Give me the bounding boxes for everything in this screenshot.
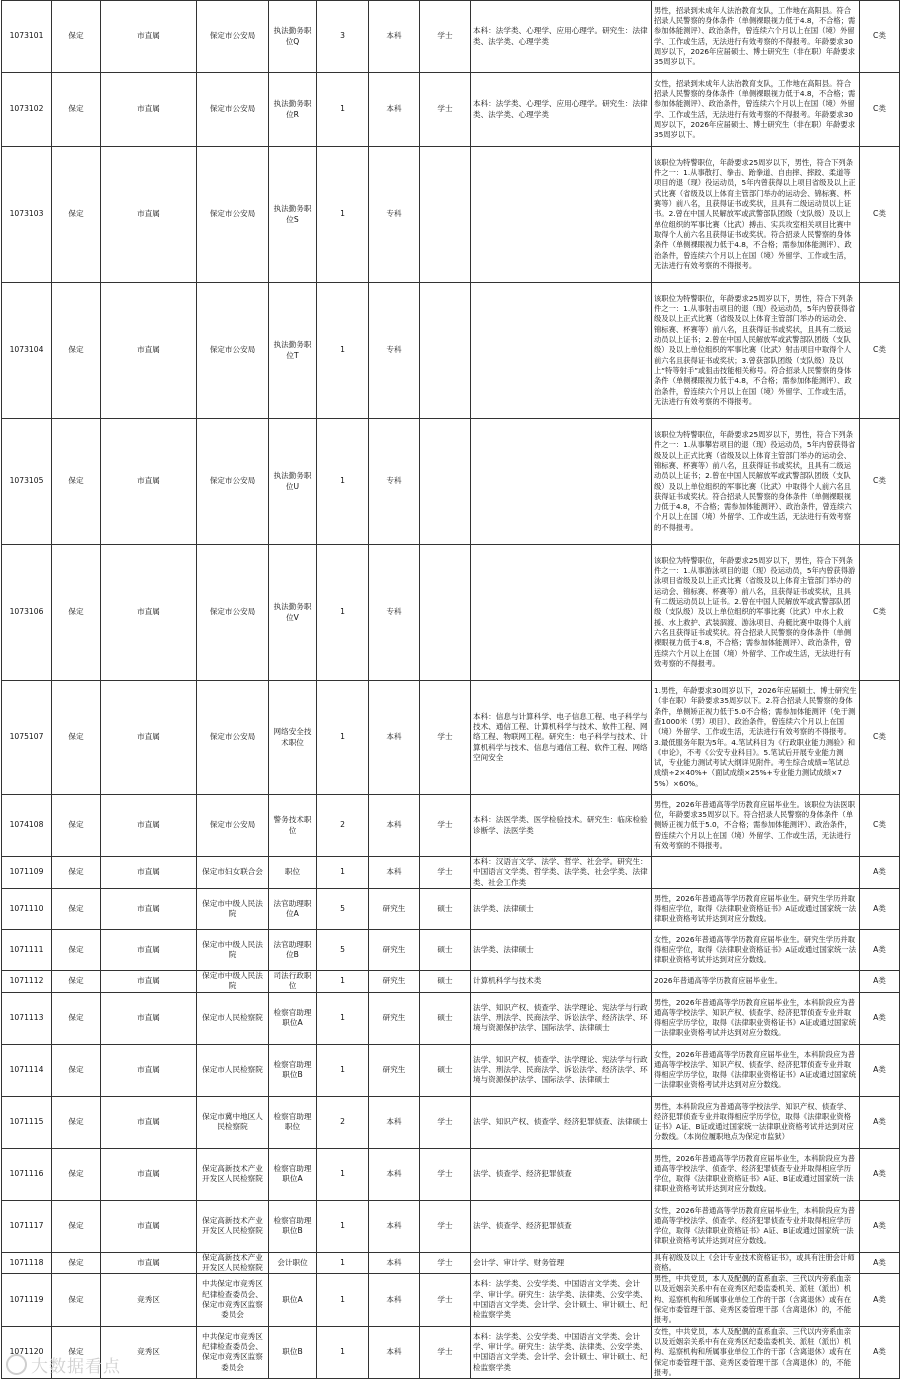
cell-degree: 硕士 xyxy=(420,930,471,971)
table-row xyxy=(2,857,900,889)
cell-department: 保定市中级人民法院 xyxy=(197,930,269,971)
cell-major xyxy=(471,419,652,545)
cell-category: A类 xyxy=(860,971,900,993)
cell-position: 检察官助理职位B xyxy=(269,1200,317,1252)
cell-city: 保定 xyxy=(52,930,101,971)
cell-city: 保定 xyxy=(52,545,101,681)
cell-count: 1 xyxy=(317,147,369,283)
table-row xyxy=(2,1200,900,1252)
cell-education: 研究生 xyxy=(369,1044,420,1096)
cell-education: 本科 xyxy=(369,1096,420,1148)
cell-city: 保定 xyxy=(52,147,101,283)
cell-department: 中共保定市竞秀区纪律检查委员会、保定市竞秀区监察委员会 xyxy=(197,1326,269,1378)
cell-note: 男性，2026年普通高等学历教育应届毕业生。研究生学历并取得相应学位，取得《法律职业资格证书》A证或通过国家统一法律职业资格考试并达到对应分数线。 xyxy=(652,889,860,930)
cell-degree xyxy=(420,419,471,545)
cell-degree: 学士 xyxy=(420,1096,471,1148)
job-listing-table xyxy=(1,0,900,1379)
cell-note: 男性，本科阶段应为普通高等学校法学、知识产权、侦查学、经济犯罪侦查专业并取得相应学历学位，取得《法律职业资格证书》A证、B证或通过国家统一法律职业资格考试并达到对应分数线。（本岗位履职地点为保定市监狱） xyxy=(652,1096,860,1148)
cell-city: 保定 xyxy=(52,73,101,147)
cell-note: 男性，招录到未成年人法治教育支队，工作地在高阳县。符合招录人民警察的身体条件（单侧裸眼视力低于4.8，不合格；需参加体能测评）、政治条件，曾连续六个月以上在国（境）外留学、工作或生活，无法进行有效考察的不得报考。年龄要求30周岁以下，2026年应届硕士、博士研究生（非在职）年龄要求35周岁以下。 xyxy=(652,1,860,73)
cell-category: C类 xyxy=(860,1,900,73)
cell-degree: 学士 xyxy=(420,1,471,73)
cell-note: 女性，招录到未成年人法治教育支队，工作地在高阳县。符合招录人民警察的身体条件（单侧裸眼视力低于4.8，不合格；需参加体能测评）、政治条件，曾连续六个月以上在国（境）外留学、工作或生活，无法进行有效考察的不得报考。年龄要求30周岁以下，2026年应届硕士、博士研究生（非在职）年龄要求35周岁以下。 xyxy=(652,73,860,147)
cell-category: C类 xyxy=(860,419,900,545)
cell-major: 本科：法学类、心理学、应用心理学。研究生：法律类、法学类、心理学类 xyxy=(471,1,652,73)
cell-department: 保定市人民检察院 xyxy=(197,992,269,1044)
cell-education: 研究生 xyxy=(369,889,420,930)
cell-code: 1071117 xyxy=(2,1200,52,1252)
cell-position: 执法勤务职位R xyxy=(269,73,317,147)
cell-category: A类 xyxy=(860,992,900,1044)
cell-position: 职位B xyxy=(269,1326,317,1378)
cell-code: 1071110 xyxy=(2,889,52,930)
cell-level: 市直属 xyxy=(101,992,197,1044)
cell-degree: 学士 xyxy=(420,795,471,857)
cell-note: 1.男性，年龄要求30周岁以下，2026年应届硕士、博士研究生（非在职）年龄要求35周岁以下。2.符合招录人民警察的身体条件，单侧矫正视力低于5.0不合格；需参加体能测评（免于测查1000米（男）项目）、政治条件，曾连续六个月以上在国（境）外留学、工作或生活，无法进行有效考察的不得报考。3.最低服务年限为5年。4.笔试科目为《行政职业能力测验》和《申论》，不考《公安专业科目》。5.笔试后开展专业能力测试，专业能力测试考试大纲详见附件。考生综合成绩=笔试总成绩÷2×40%+（面试成绩×25%+专业能力测试成绩×75%）×60%。 xyxy=(652,681,860,795)
cell-degree: 学士 xyxy=(420,1326,471,1378)
cell-note: 该职位为特警职位，年龄要求25周岁以下，男性，符合下列条件之一：1.从事游泳项目的退（现）役运动员，5年内曾获得游泳项目省级及以上正式比赛（省级及以上体育主管部门举办的运动会、锦标赛、杯赛等）前八名，且获得证书或奖状，且具有二级运动员以上证书。2.曾在中国人民解放军或武警部队团级（支队级）及以上单位组织的军事比赛（比武）中水上救援、水上救护、武装泅渡、游泳项目、舟艇比赛中取得个人前六名且获得证书或奖状。符合招录人民警察的身体条件（单侧裸眼视力低于4.8，不合格；需参加体能测评）、政治条件，曾连续六个月以上在国（境）外留学、工作或生活，无法进行有效考察的不得报考。 xyxy=(652,545,860,681)
cell-education: 本科 xyxy=(369,795,420,857)
cell-count: 5 xyxy=(317,930,369,971)
cell-position: 执法勤务职位V xyxy=(269,545,317,681)
table-row xyxy=(2,419,900,545)
cell-category: C类 xyxy=(860,73,900,147)
table-row xyxy=(2,73,900,147)
cell-category: C类 xyxy=(860,681,900,795)
cell-note: 男性，2026年普通高等学历教育应届毕业生，本科阶段应为普通高等学校法学、侦查学、经济犯罪侦查专业并取得相应学历学位，取得《法律职业资格证书》A证、B证或通过国家统一法律职业资格考试并达到对应分数线。 xyxy=(652,1148,860,1200)
cell-code: 1071111 xyxy=(2,930,52,971)
cell-level: 市直属 xyxy=(101,1096,197,1148)
cell-city: 保定 xyxy=(52,857,101,889)
cell-major: 法学类、法律硕士 xyxy=(471,930,652,971)
cell-education: 专科 xyxy=(369,545,420,681)
watermark-logo-icon xyxy=(6,1354,27,1375)
cell-code: 1073103 xyxy=(2,147,52,283)
cell-position: 检察官助理职位A xyxy=(269,992,317,1044)
cell-category: C类 xyxy=(860,147,900,283)
cell-department: 保定市公安局 xyxy=(197,681,269,795)
cell-category: A类 xyxy=(860,889,900,930)
cell-count: 1 xyxy=(317,545,369,681)
cell-code: 1071113 xyxy=(2,992,52,1044)
cell-major xyxy=(471,545,652,681)
cell-position: 法官助理职位A xyxy=(269,889,317,930)
table-body xyxy=(2,1,900,1379)
cell-city: 保定 xyxy=(52,419,101,545)
cell-position: 警务技术职位 xyxy=(269,795,317,857)
cell-major: 本科：法学类、公安学类、中国语言文学类、会计学、审计学。研究生：法学类、法律类、公安学类、中国语言文学类、会计学、会计硕士、审计硕士、纪检监察学类 xyxy=(471,1326,652,1378)
cell-department: 保定市人民检察院 xyxy=(197,1044,269,1096)
cell-degree: 学士 xyxy=(420,1148,471,1200)
cell-education: 本科 xyxy=(369,1326,420,1378)
cell-code: 1071120 xyxy=(2,1326,52,1378)
cell-note: 男性，2026年普通高等学历教育应届毕业生，本科阶段应为普通高等学校法学、知识产权、侦查学、经济犯罪侦查专业并取得相应学历学位，取得《法律职业资格证书》A证或通过国家统一法律职业资格考试并达到对应分数线。 xyxy=(652,992,860,1044)
cell-major xyxy=(471,147,652,283)
table-row xyxy=(2,795,900,857)
cell-city: 保定 xyxy=(52,1200,101,1252)
cell-education: 研究生 xyxy=(369,930,420,971)
cell-education: 本科 xyxy=(369,1252,420,1274)
cell-code: 1071114 xyxy=(2,1044,52,1096)
cell-count: 1 xyxy=(317,1044,369,1096)
cell-department: 保定市妇女联合会 xyxy=(197,857,269,889)
cell-major: 法学、知识产权、侦查学、法学理论、宪法学与行政法学、刑法学、民商法学、诉讼法学、经济法学、环境与资源保护法学、国际法学、法律硕士 xyxy=(471,992,652,1044)
cell-degree: 学士 xyxy=(420,1200,471,1252)
cell-count: 1 xyxy=(317,857,369,889)
cell-code: 1071119 xyxy=(2,1274,52,1326)
cell-count: 1 xyxy=(317,73,369,147)
cell-major: 本科：汉语言文学、法学、哲学、社会学。研究生：中国语言文学类、哲学类、法学类、社会学类、法律类、社会工作类 xyxy=(471,857,652,889)
cell-count: 3 xyxy=(317,1,369,73)
cell-city: 保定 xyxy=(52,283,101,419)
cell-note: 男性，中共党员，本人及配偶的直系血亲、三代以内旁系血亲以及近姻亲关系中有在竞秀区纪委监委机关、派驻（派出）机构、巡察机构和所属事业单位工作的干部（含离退休）或有在保定市委管理干部、竞秀区委管理干部（含离退休）的，不能报考。 xyxy=(652,1274,860,1326)
cell-degree: 学士 xyxy=(420,681,471,795)
cell-position: 司法行政职位 xyxy=(269,971,317,993)
cell-level: 市直属 xyxy=(101,1044,197,1096)
cell-city: 保定 xyxy=(52,681,101,795)
cell-department: 保定市公安局 xyxy=(197,419,269,545)
cell-level: 市直属 xyxy=(101,73,197,147)
cell-degree: 硕士 xyxy=(420,1044,471,1096)
cell-code: 1075107 xyxy=(2,681,52,795)
table-row xyxy=(2,1252,900,1274)
cell-education: 本科 xyxy=(369,1,420,73)
cell-count: 1 xyxy=(317,1326,369,1378)
cell-education: 专科 xyxy=(369,283,420,419)
cell-note: 女性，2026年普通高等学历教育应届毕业生。研究生学历并取得相应学位，取得《法律职业资格证书》A证或通过国家统一法律职业资格考试并达到对应分数线。 xyxy=(652,930,860,971)
cell-major: 本科：法学类、公安学类、中国语言文学类、会计学、审计学。研究生：法学类、法律类、公安学类、中国语言文学类、会计学、会计硕士、审计硕士、纪检监察学类 xyxy=(471,1274,652,1326)
cell-note xyxy=(652,857,860,889)
cell-count: 5 xyxy=(317,889,369,930)
table-row xyxy=(2,681,900,795)
watermark-text: 大数据看点 xyxy=(31,1357,121,1377)
table-row xyxy=(2,1096,900,1148)
cell-code: 1071112 xyxy=(2,971,52,993)
cell-note: 该职位为特警职位，年龄要求25周岁以下，男性，符合下列条件之一：1.从事散打、拳击、跆拳道、自由摔、摔跤、柔道等项目的退（现）役运动员，5年内曾获得以上项目省级及以上正式比赛（省级及以上体育主管部门举办的运动会、锦标赛、杯赛等）前八名，且获得证书或奖状，且具有二级运动员以上证书。2.曾在中国人民解放军或武警部队团级（支队级）及以上单位组织的军事比赛（比武）搏击、实兵攻室相关项目比赛中取得个人前六名且获得证书或奖状。符合招录人民警察的身体条件（单侧裸眼视力低于4.8，不合格；需参加体能测评）、政治条件，曾连续六个月以上在国（境）外留学、工作或生活，无法进行有效考察的不得报考。 xyxy=(652,147,860,283)
cell-major: 本科：信息与计算科学、电子信息工程、电子科学与技术、通信工程、计算机科学与技术、软件工程、网络工程、物联网工程。研究生：电子科学与技术、计算机科学与技术、信息与通信工程、软件工程、网络空间安全 xyxy=(471,681,652,795)
cell-department: 保定市公安局 xyxy=(197,1,269,73)
cell-city: 保定 xyxy=(52,1252,101,1274)
cell-level: 市直属 xyxy=(101,681,197,795)
cell-category: A类 xyxy=(860,1200,900,1252)
cell-degree: 学士 xyxy=(420,857,471,889)
cell-major: 本科：法医学类、医学检验技术。研究生：临床检验诊断学、法医学类 xyxy=(471,795,652,857)
cell-count: 1 xyxy=(317,1252,369,1274)
cell-category: A类 xyxy=(860,857,900,889)
cell-level: 市直属 xyxy=(101,1200,197,1252)
cell-category: A类 xyxy=(860,1148,900,1200)
cell-degree: 学士 xyxy=(420,73,471,147)
table-row xyxy=(2,283,900,419)
cell-city: 保定 xyxy=(52,1096,101,1148)
cell-degree: 学士 xyxy=(420,1274,471,1326)
cell-position: 职位 xyxy=(269,857,317,889)
cell-department: 中共保定市竞秀区纪律检查委员会、保定市竞秀区监察委员会 xyxy=(197,1274,269,1326)
cell-count: 1 xyxy=(317,419,369,545)
cell-category: A类 xyxy=(860,930,900,971)
cell-code: 1073106 xyxy=(2,545,52,681)
cell-level: 市直属 xyxy=(101,1252,197,1274)
cell-note: 女性，2026年普通高等学历教育应届毕业生，本科阶段应为普通高等学校法学、知识产权、侦查学、经济犯罪侦查专业并取得相应学历学位，取得《法律职业资格证书》A证或通过国家统一法律职业资格考试并达到对应分数线。 xyxy=(652,1044,860,1096)
cell-category: C类 xyxy=(860,545,900,681)
cell-major xyxy=(471,283,652,419)
cell-code: 1071118 xyxy=(2,1252,52,1274)
cell-category: A类 xyxy=(860,1274,900,1326)
cell-count: 1 xyxy=(317,681,369,795)
table-row xyxy=(2,1274,900,1326)
cell-major: 法学、知识产权、侦查学、法学理论、宪法学与行政法学、刑法学、民商法学、诉讼法学、经济法学、环境与资源保护法学、国际法学、法律硕士 xyxy=(471,1044,652,1096)
cell-degree xyxy=(420,283,471,419)
cell-level: 市直属 xyxy=(101,857,197,889)
cell-level: 市直属 xyxy=(101,545,197,681)
table-row xyxy=(2,889,900,930)
cell-education: 本科 xyxy=(369,857,420,889)
cell-city: 保定 xyxy=(52,1326,101,1378)
cell-code: 1073105 xyxy=(2,419,52,545)
cell-major: 法学类、法律硕士 xyxy=(471,889,652,930)
cell-degree: 硕士 xyxy=(420,971,471,993)
cell-level: 市直属 xyxy=(101,971,197,993)
table-row xyxy=(2,545,900,681)
cell-city: 保定 xyxy=(52,992,101,1044)
cell-department: 保定高新技术产业开发区人民检察院 xyxy=(197,1200,269,1252)
cell-position: 检察官助理职位B xyxy=(269,1044,317,1096)
cell-category: C类 xyxy=(860,795,900,857)
cell-level: 市直属 xyxy=(101,1148,197,1200)
cell-note: 该职位为特警职位，年龄要求25周岁以下，男性，符合下列条件之一：1.从事攀岩项目的退（现）役运动员，5年内曾获得省级及以上正式比赛（省级及以上体育主管部门举办的运动会、锦标赛、杯赛等）前八名，且获得证书或奖状，且具有二级运动员以上证书；2.曾在中国人民解放军或武警部队团级（支队级）及以上单位组织的军事比赛（比武）中取得个人前六名且获得证书或奖状。符合招录人民警察的身体条件（单侧裸眼视力低于4.8，不合格；需参加体能测评）、政治条件，曾连续六个月以上在国（境）外留学、工作或生活，无法进行有效考察的不得报考。 xyxy=(652,419,860,545)
cell-position: 检察官助理职位 xyxy=(269,1096,317,1148)
cell-city: 保定 xyxy=(52,889,101,930)
cell-position: 检察官助理职位A xyxy=(269,1148,317,1200)
cell-level: 市直属 xyxy=(101,1,197,73)
cell-category: A类 xyxy=(860,1044,900,1096)
cell-position: 网络安全技术职位 xyxy=(269,681,317,795)
cell-education: 本科 xyxy=(369,73,420,147)
cell-degree: 硕士 xyxy=(420,992,471,1044)
cell-code: 1073102 xyxy=(2,73,52,147)
cell-department: 保定高新技术产业开发区人民检察院 xyxy=(197,1148,269,1200)
cell-code: 1074108 xyxy=(2,795,52,857)
table-row xyxy=(2,1326,900,1378)
cell-city: 保定 xyxy=(52,1,101,73)
cell-code: 1073101 xyxy=(2,1,52,73)
cell-code: 1071116 xyxy=(2,1148,52,1200)
cell-education: 研究生 xyxy=(369,992,420,1044)
table-row xyxy=(2,992,900,1044)
cell-department: 保定市公安局 xyxy=(197,545,269,681)
table-row xyxy=(2,1148,900,1200)
cell-position: 会计职位 xyxy=(269,1252,317,1274)
cell-count: 1 xyxy=(317,1274,369,1326)
cell-count: 1 xyxy=(317,1200,369,1252)
cell-city: 保定 xyxy=(52,795,101,857)
cell-department: 保定市中级人民法院 xyxy=(197,889,269,930)
cell-level: 市直属 xyxy=(101,889,197,930)
cell-count: 2 xyxy=(317,1096,369,1148)
cell-level: 市直属 xyxy=(101,930,197,971)
cell-education: 本科 xyxy=(369,1200,420,1252)
cell-degree xyxy=(420,545,471,681)
cell-department: 保定市公安局 xyxy=(197,283,269,419)
table-row xyxy=(2,971,900,993)
cell-position: 执法勤务职位S xyxy=(269,147,317,283)
cell-category: A类 xyxy=(860,1326,900,1378)
cell-position: 法官助理职位B xyxy=(269,930,317,971)
cell-note: 2026年普通高等学历教育应届毕业生。 xyxy=(652,971,860,993)
cell-major: 计算机科学与技术类 xyxy=(471,971,652,993)
cell-major: 法学、知识产权、侦查学、经济犯罪侦查、法律硕士 xyxy=(471,1096,652,1148)
cell-level: 市直属 xyxy=(101,795,197,857)
cell-degree: 学士 xyxy=(420,1252,471,1274)
cell-department: 保定高新技术产业开发区人民检察院 xyxy=(197,1252,269,1274)
cell-level: 市直属 xyxy=(101,283,197,419)
cell-count: 2 xyxy=(317,795,369,857)
cell-level: 竞秀区 xyxy=(101,1326,197,1378)
cell-position: 执法勤务职位Q xyxy=(269,1,317,73)
cell-education: 专科 xyxy=(369,147,420,283)
cell-count: 1 xyxy=(317,992,369,1044)
cell-major: 法学、侦查学、经济犯罪侦查 xyxy=(471,1148,652,1200)
cell-major: 本科：法学类、心理学、应用心理学。研究生：法律类、法学类、心理学类 xyxy=(471,73,652,147)
table-row xyxy=(2,1044,900,1096)
cell-count: 1 xyxy=(317,283,369,419)
table-row xyxy=(2,147,900,283)
cell-level: 竞秀区 xyxy=(101,1274,197,1326)
cell-department: 保定市冀中地区人民检察院 xyxy=(197,1096,269,1148)
cell-note: 男性，2026年普通高等学历教育应届毕业生。该职位为法医职位，年龄要求35周岁以下。符合招录人民警察的身体条件（单侧矫正视力低于5.0，不合格；需参加体能测评）、政治条件，曾连续六个月以上在国（境）外留学、工作或生活，无法进行有效考察的不得报考。 xyxy=(652,795,860,857)
cell-department: 保定市中级人民法院 xyxy=(197,971,269,993)
cell-degree xyxy=(420,147,471,283)
cell-city: 保定 xyxy=(52,1044,101,1096)
table-row xyxy=(2,1,900,73)
cell-department: 保定市公安局 xyxy=(197,795,269,857)
cell-count: 1 xyxy=(317,1148,369,1200)
cell-department: 保定市公安局 xyxy=(197,147,269,283)
cell-position: 执法勤务职位U xyxy=(269,419,317,545)
watermark xyxy=(6,1352,121,1377)
cell-major: 会计学、审计学、财务管理 xyxy=(471,1252,652,1274)
cell-category: A类 xyxy=(860,1096,900,1148)
cell-city: 保定 xyxy=(52,1148,101,1200)
cell-major: 法学、侦查学、经济犯罪侦查 xyxy=(471,1200,652,1252)
cell-city: 保定 xyxy=(52,1274,101,1326)
cell-level: 市直属 xyxy=(101,147,197,283)
cell-category: C类 xyxy=(860,283,900,419)
cell-city: 保定 xyxy=(52,971,101,993)
cell-degree: 硕士 xyxy=(420,889,471,930)
cell-note: 女性，中共党员，本人及配偶的直系血亲、三代以内旁系血亲以及近姻亲关系中有在竞秀区纪委监委机关、派驻（派出）机构、巡察机构和所属事业单位工作的干部（含离退休）或有在保定市委管理干部、竞秀区委管理干部（含离退休）的，不能报考。 xyxy=(652,1326,860,1378)
cell-education: 本科 xyxy=(369,681,420,795)
cell-count: 1 xyxy=(317,971,369,993)
cell-department: 保定市公安局 xyxy=(197,73,269,147)
cell-code: 1071115 xyxy=(2,1096,52,1148)
cell-category: A类 xyxy=(860,1252,900,1274)
cell-level: 市直属 xyxy=(101,419,197,545)
cell-note: 该职位为特警职位，年龄要求25周岁以下，男性，符合下列条件之一：1.从事射击项目的退（现）役运动员，5年内曾获得省级及以上正式比赛（省级及以上体育主管部门举办的运动会、锦标赛、杯赛等）前八名，且获得证书或奖状，且具有二级运动员以上证书；2.曾在中国人民解放军或武警部队团级（支队级）及以上单位组织的军事比赛（比武）射击项目中取得个人前六名且获得证书或奖状；3.曾获部队团级（支队级）及以上“特等射手”或狙击技能相关称号。符合招录人民警察的身体条件（单侧裸眼视力低于4.8，不合格；需参加体能测评）、政治条件，曾连续六个月以上在国（境）外留学、工作或生活，无法进行有效考察的不得报考。 xyxy=(652,283,860,419)
cell-education: 本科 xyxy=(369,1274,420,1326)
table-row xyxy=(2,930,900,971)
cell-code: 1071109 xyxy=(2,857,52,889)
cell-code: 1073104 xyxy=(2,283,52,419)
cell-note: 具有初级及以上《会计专业技术资格证书》，或具有注册会计师资格。 xyxy=(652,1252,860,1274)
cell-note: 女性，2026年普通高等学历教育应届毕业生，本科阶段应为普通高等学校法学、侦查学、经济犯罪侦查专业并取得相应学历学位，取得《法律职业资格证书》A证、B证或通过国家统一法律职业资格考试并达到对应分数线。 xyxy=(652,1200,860,1252)
cell-education: 专科 xyxy=(369,419,420,545)
cell-education: 本科 xyxy=(369,1148,420,1200)
cell-position: 职位A xyxy=(269,1274,317,1326)
cell-education: 研究生 xyxy=(369,971,420,993)
cell-position: 执法勤务职位T xyxy=(269,283,317,419)
